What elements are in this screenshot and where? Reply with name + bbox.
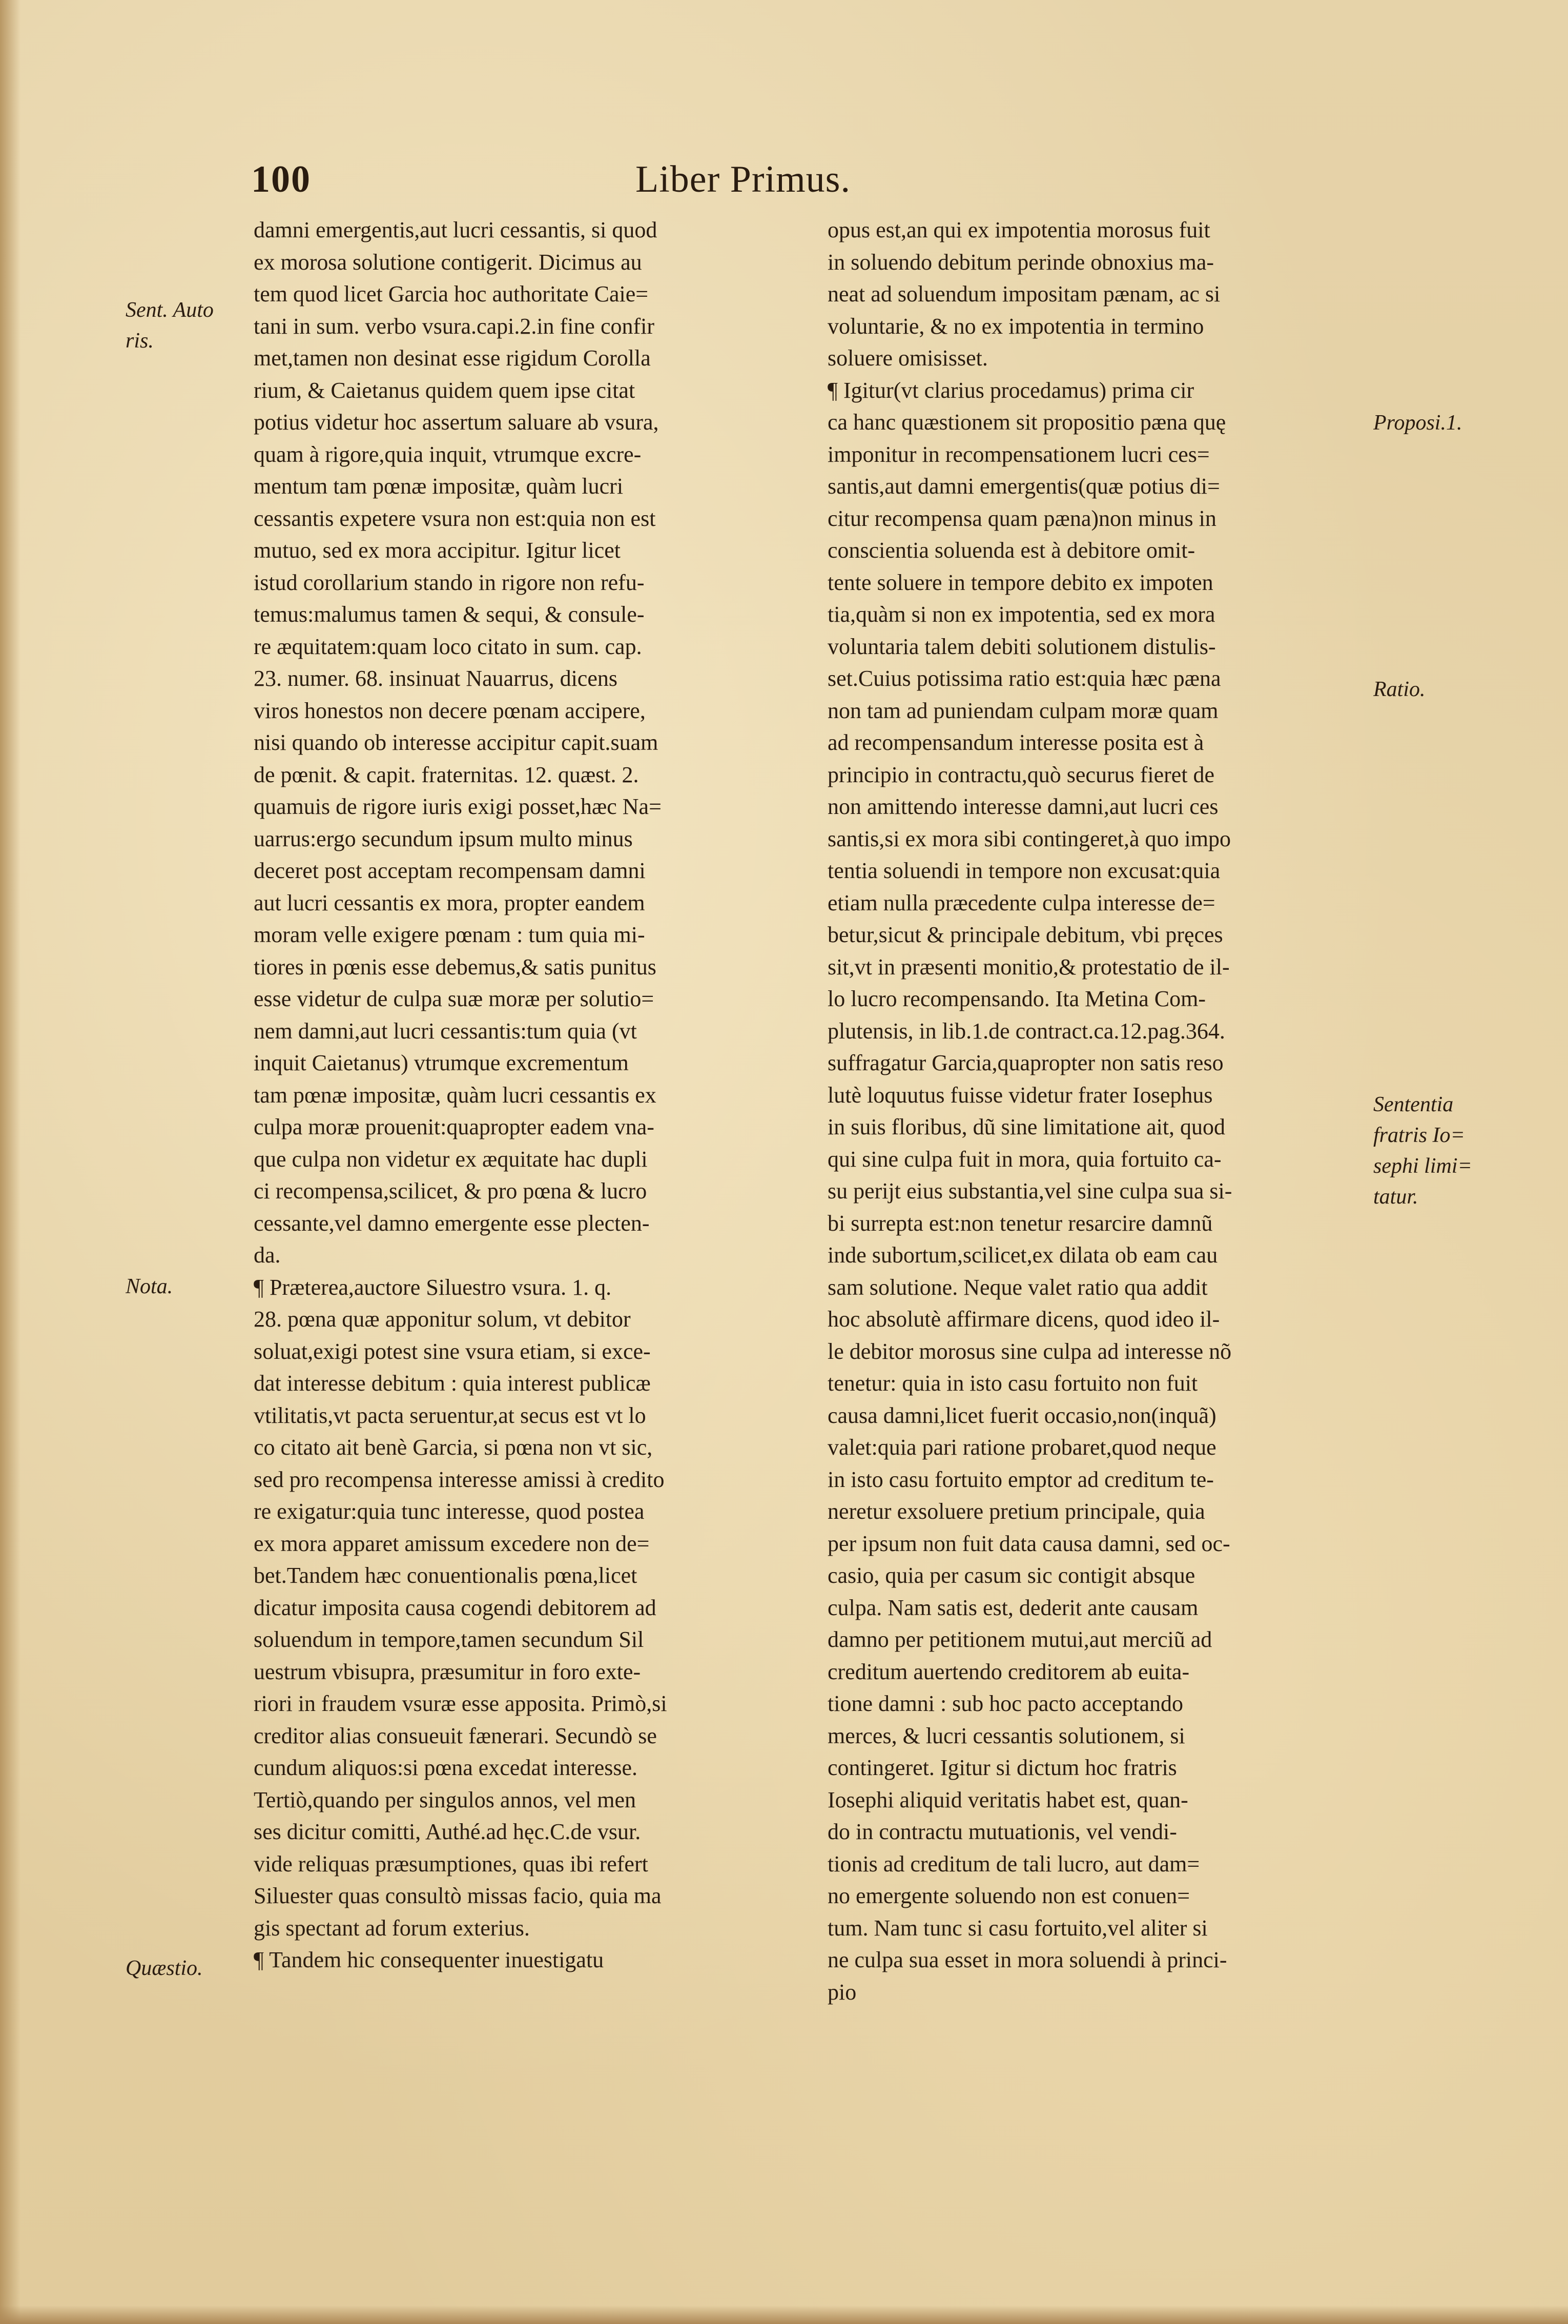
text-line: quamuis de rigore iuris exigi posset,hæc Na= xyxy=(254,794,662,819)
text-line: ex morosa solutione contigerit. Dicimus au xyxy=(254,249,642,275)
text-line: in soluendo debitum perinde obnoxius ma- xyxy=(828,249,1214,275)
margin-note-line: tatur. xyxy=(1373,1185,1418,1209)
text-line: dicatur imposita causa cogendi debitorem ad xyxy=(254,1595,656,1620)
text-line: qui sine culpa fuit in mora, quia fortuito ca- xyxy=(828,1146,1222,1172)
text-line: tiores in pœnis esse debemus,& satis punitus xyxy=(254,954,656,980)
text-line: lo lucro recompensando. Ita Metina Com- xyxy=(828,986,1206,1011)
text-line: opus est,an qui ex impotentia morosus fuit xyxy=(828,217,1210,242)
text-line: in isto casu fortuito emptor ad creditum te- xyxy=(828,1466,1214,1492)
text-line: uestrum vbisupra, præsumitur in foro exte- xyxy=(254,1659,641,1684)
text-line: bi surrepta est:non tenetur resarcire damnũ xyxy=(828,1210,1213,1236)
text-line: Iosephi aliquid veritatis habet est, quan- xyxy=(828,1787,1188,1812)
text-line: pio xyxy=(828,1979,857,2005)
text-line: 28. pœna quæ apponitur solum, vt debitor xyxy=(254,1307,631,1332)
text-line: etiam nulla præcedente culpa interesse de= xyxy=(828,890,1215,915)
text-line: potius videtur hoc assertum saluare ab vsura, xyxy=(254,410,659,435)
text-line: tia,quàm si non ex impotentia, sed ex mora xyxy=(828,602,1215,627)
margin-note-line: Sententia xyxy=(1373,1093,1454,1116)
text-line: sit,vt in præsenti monitio,& protestatio de il- xyxy=(828,954,1230,980)
text-line: su perijt eius substantia,vel sine culpa sua si- xyxy=(828,1178,1232,1204)
text-line: sam solutione. Neque valet ratio qua addit xyxy=(828,1274,1208,1300)
text-line: valet:quia pari ratione probaret,quod neque xyxy=(828,1435,1216,1460)
text-line: que culpa non videtur ex æquitate hac dupli xyxy=(254,1146,648,1172)
page-number: 100 xyxy=(251,158,311,200)
margin-note-line: sephi limi= xyxy=(1373,1154,1472,1178)
text-line: lutè loquutus fuisse videtur frater Iosephus xyxy=(828,1082,1213,1108)
text-line: istud corollarium stando in rigore non refu- xyxy=(254,569,645,595)
text-line: santis,aut damni emergentis(quæ potius di= xyxy=(828,474,1220,499)
margin-note-line: Ratio. xyxy=(1373,678,1426,701)
text-line: tente soluere in tempore debito ex impoten xyxy=(828,569,1213,595)
text-line: causa damni,licet fuerit occasio,non(inquã) xyxy=(828,1402,1216,1428)
text-line: betur,sicut & principale debitum, vbi pręces xyxy=(828,922,1223,947)
text-line: no emergente soluendo non est conuen= xyxy=(828,1883,1190,1908)
text-line: gis spectant ad forum exterius. xyxy=(254,1915,530,1941)
text-line: suffragatur Garcia,quapropter non satis reso xyxy=(828,1050,1224,1075)
text-line: set.Cuius potissima ratio est:quia hæc pæna xyxy=(828,666,1221,691)
text-line: soluere omisisset. xyxy=(828,345,988,371)
text-line: re æquitatem:quam loco citato in sum. cap. xyxy=(254,634,642,659)
text-line: creditum auertendo creditorem ab euita- xyxy=(828,1659,1190,1684)
text-line: tentia soluendi in tempore non excusat:quia xyxy=(828,858,1221,883)
margin-note-line: Proposi.1. xyxy=(1373,411,1462,435)
page-edge-shadow-bottom xyxy=(0,2306,1568,2324)
text-line: ne culpa sua esset in mora soluendi à princi- xyxy=(828,1947,1227,1972)
text-line: creditor alias consueuit fænerari. Secundò se xyxy=(254,1723,657,1748)
text-line: ca hanc quæstionem sit propositio pæna quę xyxy=(828,410,1226,435)
margin-note-line: Quæstio. xyxy=(126,1956,203,1980)
text-line: neat ad soluendum impositam pænam, ac si xyxy=(828,281,1221,307)
text-line: damno per petitionem mutui,aut merciũ ad xyxy=(828,1627,1212,1652)
page-header xyxy=(251,154,1122,205)
text-line: conscientia soluenda est à debitore omit- xyxy=(828,538,1195,563)
text-line: co citato ait benè Garcia, si pœna non vt sic, xyxy=(254,1435,653,1460)
text-line: dat interesse debitum : quia interest publicæ xyxy=(254,1371,651,1396)
text-line: riori in fraudem vsuræ esse apposita. Primò,si xyxy=(254,1691,667,1716)
text-line: ci recompensa,scilicet, & pro pœna & lucro xyxy=(254,1178,647,1204)
margin-note-quaestio xyxy=(126,1953,203,1984)
text-line: tani in sum. verbo vsura.capi.2.in fine confir xyxy=(254,313,655,339)
text-line: voluntarie, & no ex impotentia in termino xyxy=(828,313,1204,339)
text-line: tione damni : sub hoc pacto acceptando xyxy=(828,1691,1183,1716)
text-line: soluat,exigi potest sine vsura etiam, si exce- xyxy=(254,1338,651,1364)
text-line: aut lucri cessantis ex mora, propter eandem xyxy=(254,890,645,915)
text-line: casio, quia per casum sic contigit absque xyxy=(828,1563,1195,1588)
margin-note-sent-autoris xyxy=(126,295,214,356)
right-text-column xyxy=(828,214,1391,2008)
text-line: plutensis, in lib.1.de contract.ca.12.pag.364. xyxy=(828,1018,1225,1044)
margin-note-sententia-fratris xyxy=(1373,1089,1472,1212)
margin-note-proposi xyxy=(1373,407,1462,438)
text-line: sed pro recompensa interesse amissi à credito xyxy=(254,1466,665,1492)
text-line: vide reliquas præsumptiones, quas ibi refert xyxy=(254,1851,648,1877)
text-line: da. xyxy=(254,1242,281,1268)
text-line: Tertiò,quando per singulos annos, vel men xyxy=(254,1787,636,1812)
text-line: tem quod licet Garcia hoc authoritate Caie= xyxy=(254,281,649,307)
text-line: mutuo, sed ex mora accipitur. Igitur licet xyxy=(254,538,621,563)
text-line: vtilitatis,vt pacta seruentur,at secus est vt lo xyxy=(254,1402,646,1428)
text-line: citur recompensa quam pæna)non minus in xyxy=(828,505,1216,531)
text-line: 23. numer. 68. insinuat Nauarrus, dicens xyxy=(254,666,617,691)
text-line: ¶ Tandem hic consequenter inuestigatu xyxy=(254,1947,604,1972)
text-line: ex mora apparet amissum excedere non de= xyxy=(254,1531,650,1556)
text-line: in suis floribus, dũ sine limitatione ait, quod xyxy=(828,1114,1226,1139)
running-head: Liber Primus. xyxy=(635,158,851,200)
text-line: per ipsum non fuit data causa damni, sed oc- xyxy=(828,1531,1230,1556)
text-line: contingeret. Igitur si dictum hoc fratris xyxy=(828,1755,1177,1780)
text-line: tum. Nam tunc si casu fortuito,vel aliter si xyxy=(828,1915,1208,1941)
page-edge-shadow-left xyxy=(0,0,20,2324)
text-line: re exigatur:quia tunc interesse, quod postea xyxy=(254,1499,645,1524)
text-line: culpa. Nam satis est, dederit ante causam xyxy=(828,1595,1199,1620)
text-line: do in contractu mutuationis, vel vendi- xyxy=(828,1819,1177,1844)
text-line: de pœnit. & capit. fraternitas. 12. quæst. 2. xyxy=(254,762,639,787)
text-line: damni emergentis,aut lucri cessantis, si quod xyxy=(254,217,657,242)
text-line: Siluester quas consultò missas facio, quia ma xyxy=(254,1883,662,1908)
text-line: voluntaria talem debiti solutionem distulis- xyxy=(828,634,1216,659)
text-line: ad recompensandum interesse posita est à xyxy=(828,730,1204,755)
text-line: viros honestos non decere pœnam accipere, xyxy=(254,698,646,723)
text-line: nisi quando ob interesse accipitur capit.suam xyxy=(254,730,658,755)
text-line: cessantis expetere vsura non est:quia non est xyxy=(254,505,656,531)
text-line: soluendum in tempore,tamen secundum Sil xyxy=(254,1627,644,1652)
margin-note-line: Sent. Auto xyxy=(126,298,214,322)
text-line: temus:malumus tamen & sequi, & consule- xyxy=(254,602,645,627)
text-line: uarrus:ergo secundum ipsum multo minus xyxy=(254,826,633,851)
text-line: moram velle exigere pœnam : tum quia mi- xyxy=(254,922,645,947)
text-line: cundum aliquos:si pœna excedat interesse. xyxy=(254,1755,638,1780)
text-line: deceret post acceptam recompensam damni xyxy=(254,858,646,883)
text-line: imponitur in recompensationem lucri ces= xyxy=(828,441,1210,467)
margin-note-line: ris. xyxy=(126,329,154,353)
text-line: ses dicitur comitti, Authé.ad hęc.C.de vsur. xyxy=(254,1819,641,1844)
text-line: esse videtur de culpa suæ moræ per solutio= xyxy=(254,986,654,1011)
text-line: inde subortum,scilicet,ex dilata ob eam cau xyxy=(828,1242,1218,1268)
text-line: merces, & lucri cessantis solutionem, si xyxy=(828,1723,1185,1748)
text-line: neretur exsoluere pretium principale, quia xyxy=(828,1499,1205,1524)
text-line: inquit Caietanus) vtrumque excrementum xyxy=(254,1050,629,1075)
text-line: met,tamen non desinat esse rigidum Corolla xyxy=(254,345,651,371)
text-line: non amittendo interesse damni,aut lucri ces xyxy=(828,794,1219,819)
text-line: principio in contractu,quò securus fieret de xyxy=(828,762,1215,787)
text-line: nem damni,aut lucri cessantis:tum quia (vt xyxy=(254,1018,637,1044)
text-line: culpa moræ prouenit:quapropter eadem vna- xyxy=(254,1114,654,1139)
left-text-column xyxy=(254,214,817,1976)
margin-note-ratio xyxy=(1373,674,1426,705)
text-line: santis,si ex mora sibi contingeret,à quo impo xyxy=(828,826,1231,851)
text-line: mentum tam pœnæ impositæ, quàm lucri xyxy=(254,474,624,499)
text-line: hoc absolutè affirmare dicens, quod ideo il- xyxy=(828,1307,1220,1332)
margin-note-nota xyxy=(126,1271,173,1302)
margin-note-line: Nota. xyxy=(126,1275,173,1298)
text-line: ¶ Præterea,auctore Siluestro vsura. 1. q. xyxy=(254,1274,612,1300)
text-line: ¶ Igitur(vt clarius procedamus) prima cir xyxy=(828,377,1194,403)
margin-note-line: fratris Io= xyxy=(1373,1124,1465,1147)
text-line: cessante,vel damno emergente esse plecten- xyxy=(254,1210,650,1236)
text-line: le debitor morosus sine culpa ad interesse nõ xyxy=(828,1338,1232,1364)
text-line: tenetur: quia in isto casu fortuito non fuit xyxy=(828,1371,1198,1396)
text-line: tam pœnæ impositæ, quàm lucri cessantis ex xyxy=(254,1082,656,1108)
text-line: non tam ad puniendam culpam moræ quam xyxy=(828,698,1219,723)
text-line: bet.Tandem hæc conuentionalis pœna,licet xyxy=(254,1563,637,1588)
text-line: rium, & Caietanus quidem quem ipse citat xyxy=(254,377,635,403)
text-line: tionis ad creditum de tali lucro, aut dam= xyxy=(828,1851,1200,1877)
text-line: quam à rigore,quia inquit, vtrumque excre- xyxy=(254,441,642,467)
